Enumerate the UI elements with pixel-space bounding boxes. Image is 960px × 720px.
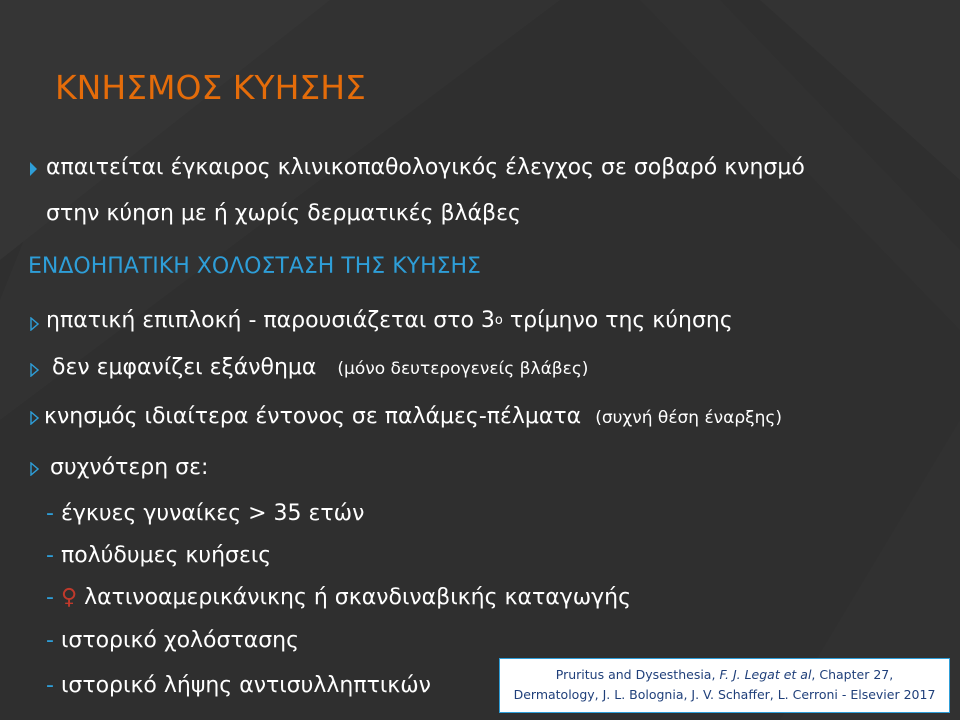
sub-bullet-rash: δεν εμφανίζει εξάνθημα (μόνο δευτερογενείς βλάβες) [52,355,589,380]
list-item: - ιστορικό χολόστασης [46,628,300,653]
slide-title: ΚΝΗΣΜΟΣ ΚΥΗΣΗΣ [55,68,366,107]
rash-note: (μόνο δευτερογενείς βλάβες) [337,359,589,379]
citation-line2: Dermatology, J. L. Bolognia, J. V. Schaffer, L. Cerroni - Elsevier 2017 [513,687,936,702]
bullet-triangle-outline-icon [30,363,39,377]
list-item: - ♀ λατινοαμερικάνικης ή σκανδιναβικής καταγωγής [46,585,632,610]
bullet-triangle-outline-icon [30,462,39,476]
bullet-triangle-solid-icon [30,162,37,176]
female-symbol-icon: ♀ [60,585,78,610]
sub-bullet-hepatic: ηπατική επιπλοκή - παρουσιάζεται στο $3^o$ τρίμηνο της κύησης [46,308,733,333]
superscript-o: ο [494,313,503,328]
list-item: - πολύδυμες κυήσεις [46,543,272,568]
bullet-text-line2: στην κύηση με ή χωρίς δερματικές βλάβες [46,201,521,226]
bullet-triangle-outline-icon [30,411,39,425]
section-heading: ΕΝΔΟΗΠΑΤΙΚΗ ΧΟΛΟΣΤΑΣΗ ΤΗΣ ΚΥΗΣΗΣ [28,254,481,279]
list-item: - έγκυες γυναίκες > 35 ετών [46,501,365,526]
itch-note: (συχνή θέση έναρξης) [595,408,783,428]
sub-bullet-itch: κνησμός ιδιαίτερα έντονος σε παλάμες-πέλματα (συχνή θέση έναρξης) [44,404,783,429]
bullet-text-line1: απαιτείται έγκαιρος κλινικοπαθολογικός έλεγχος σε σοβαρό κνησμό [46,155,805,180]
sub-bullet-frequency: συχνότερη σε: [50,455,209,480]
bullet-triangle-outline-icon [30,317,39,331]
citation-line1: Pruritus and Dysesthesia, F. J. Legat et al, Chapter 27, [555,667,894,682]
list-item: - ιστορικό λήψης αντισυλληπτικών [46,673,431,698]
citation-box [499,658,950,713]
